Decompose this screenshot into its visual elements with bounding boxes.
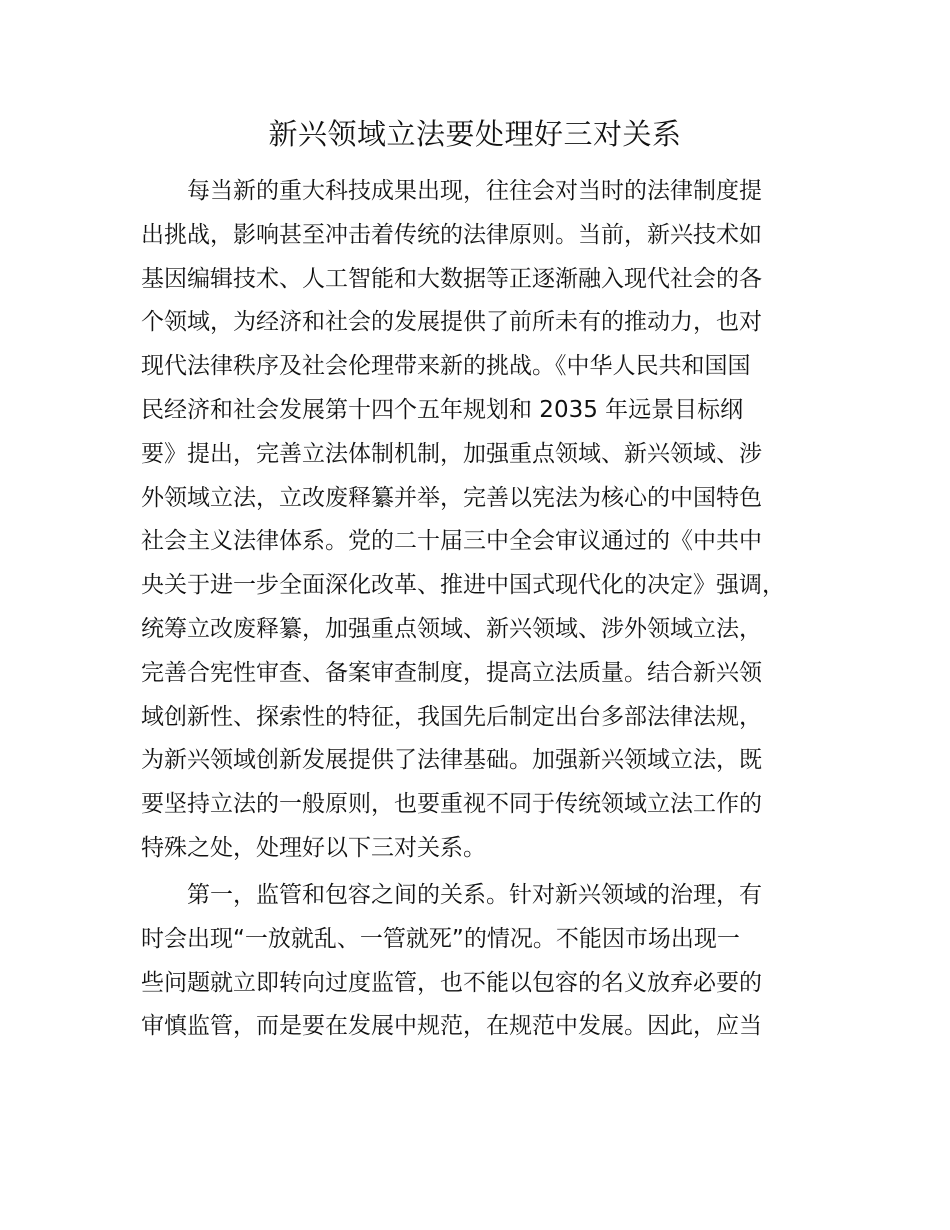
paragraph-intro — [141, 170, 831, 871]
paragraph-line: 要坚持立法的一般原则，也要重视不同于传统领域立法工作的 — [141, 791, 762, 818]
paragraph-line: 特殊之处，处理好以下三对关系。 — [141, 834, 486, 861]
paragraph-line: 外领域立法，立改废释纂并举，完善以宪法为核心的中国特色 — [141, 484, 762, 511]
paragraph-line: 第一，监管和包容之间的关系。针对新兴领域的治理，有 — [187, 882, 762, 908]
paragraph-line: 要》提出，完善立法体制机制，加强重点领域、新兴领域、涉 — [141, 440, 762, 467]
paragraph-line: 每当新的重大科技成果出现，往往会对当时的法律制度提 — [187, 178, 762, 204]
paragraph-first-relation — [141, 874, 831, 1049]
paragraph-line: 统筹立改废释纂，加强重点领域、新兴领域、涉外领域立法， — [141, 615, 762, 642]
paragraph-line: 审慎监管，而是要在发展中规范，在规范中发展。因此，应当 — [141, 1013, 762, 1040]
paragraph-line: 时会出现“一放就乱、一管就死”的情况。不能因市场出现一 — [141, 925, 740, 952]
paragraph-line: 基因编辑技术、人工智能和大数据等正逐渐融入现代社会的各 — [141, 265, 762, 292]
paragraph-line: 完善合宪性审查、备案审查制度，提高立法质量。结合新兴领 — [141, 659, 762, 686]
document-title: 新兴领域立法要处理好三对关系 — [268, 117, 682, 151]
paragraph-line: 为新兴领域创新发展提供了法律基础。加强新兴领域立法，既 — [141, 747, 762, 774]
paragraph-line: 域创新性、探索性的特征，我国先后制定出台多部法律法规， — [141, 703, 762, 730]
paragraph-line: 央关于进一步全面深化改革、推进中国式现代化的决定》强调， — [141, 572, 785, 599]
paragraph-line: 现代法律秩序及社会伦理带来新的挑战。《中华人民共和国国 — [141, 353, 751, 380]
paragraph-line: 民经济和社会发展第十四个五年规划和 2035 年远景目标纲 — [141, 396, 744, 423]
paragraph-line: 社会主义法律体系。党的二十届三中全会审议通过的《中共中 — [141, 528, 762, 555]
paragraph-line: 出挑战，影响甚至冲击着传统的法律原则。当前，新兴技术如 — [141, 221, 762, 248]
paragraph-line: 些问题就立即转向过度监管，也不能以包容的名义放弃必要的 — [141, 969, 762, 996]
paragraph-line: 个领域，为经济和社会的发展提供了前所未有的推动力，也对 — [141, 309, 762, 336]
